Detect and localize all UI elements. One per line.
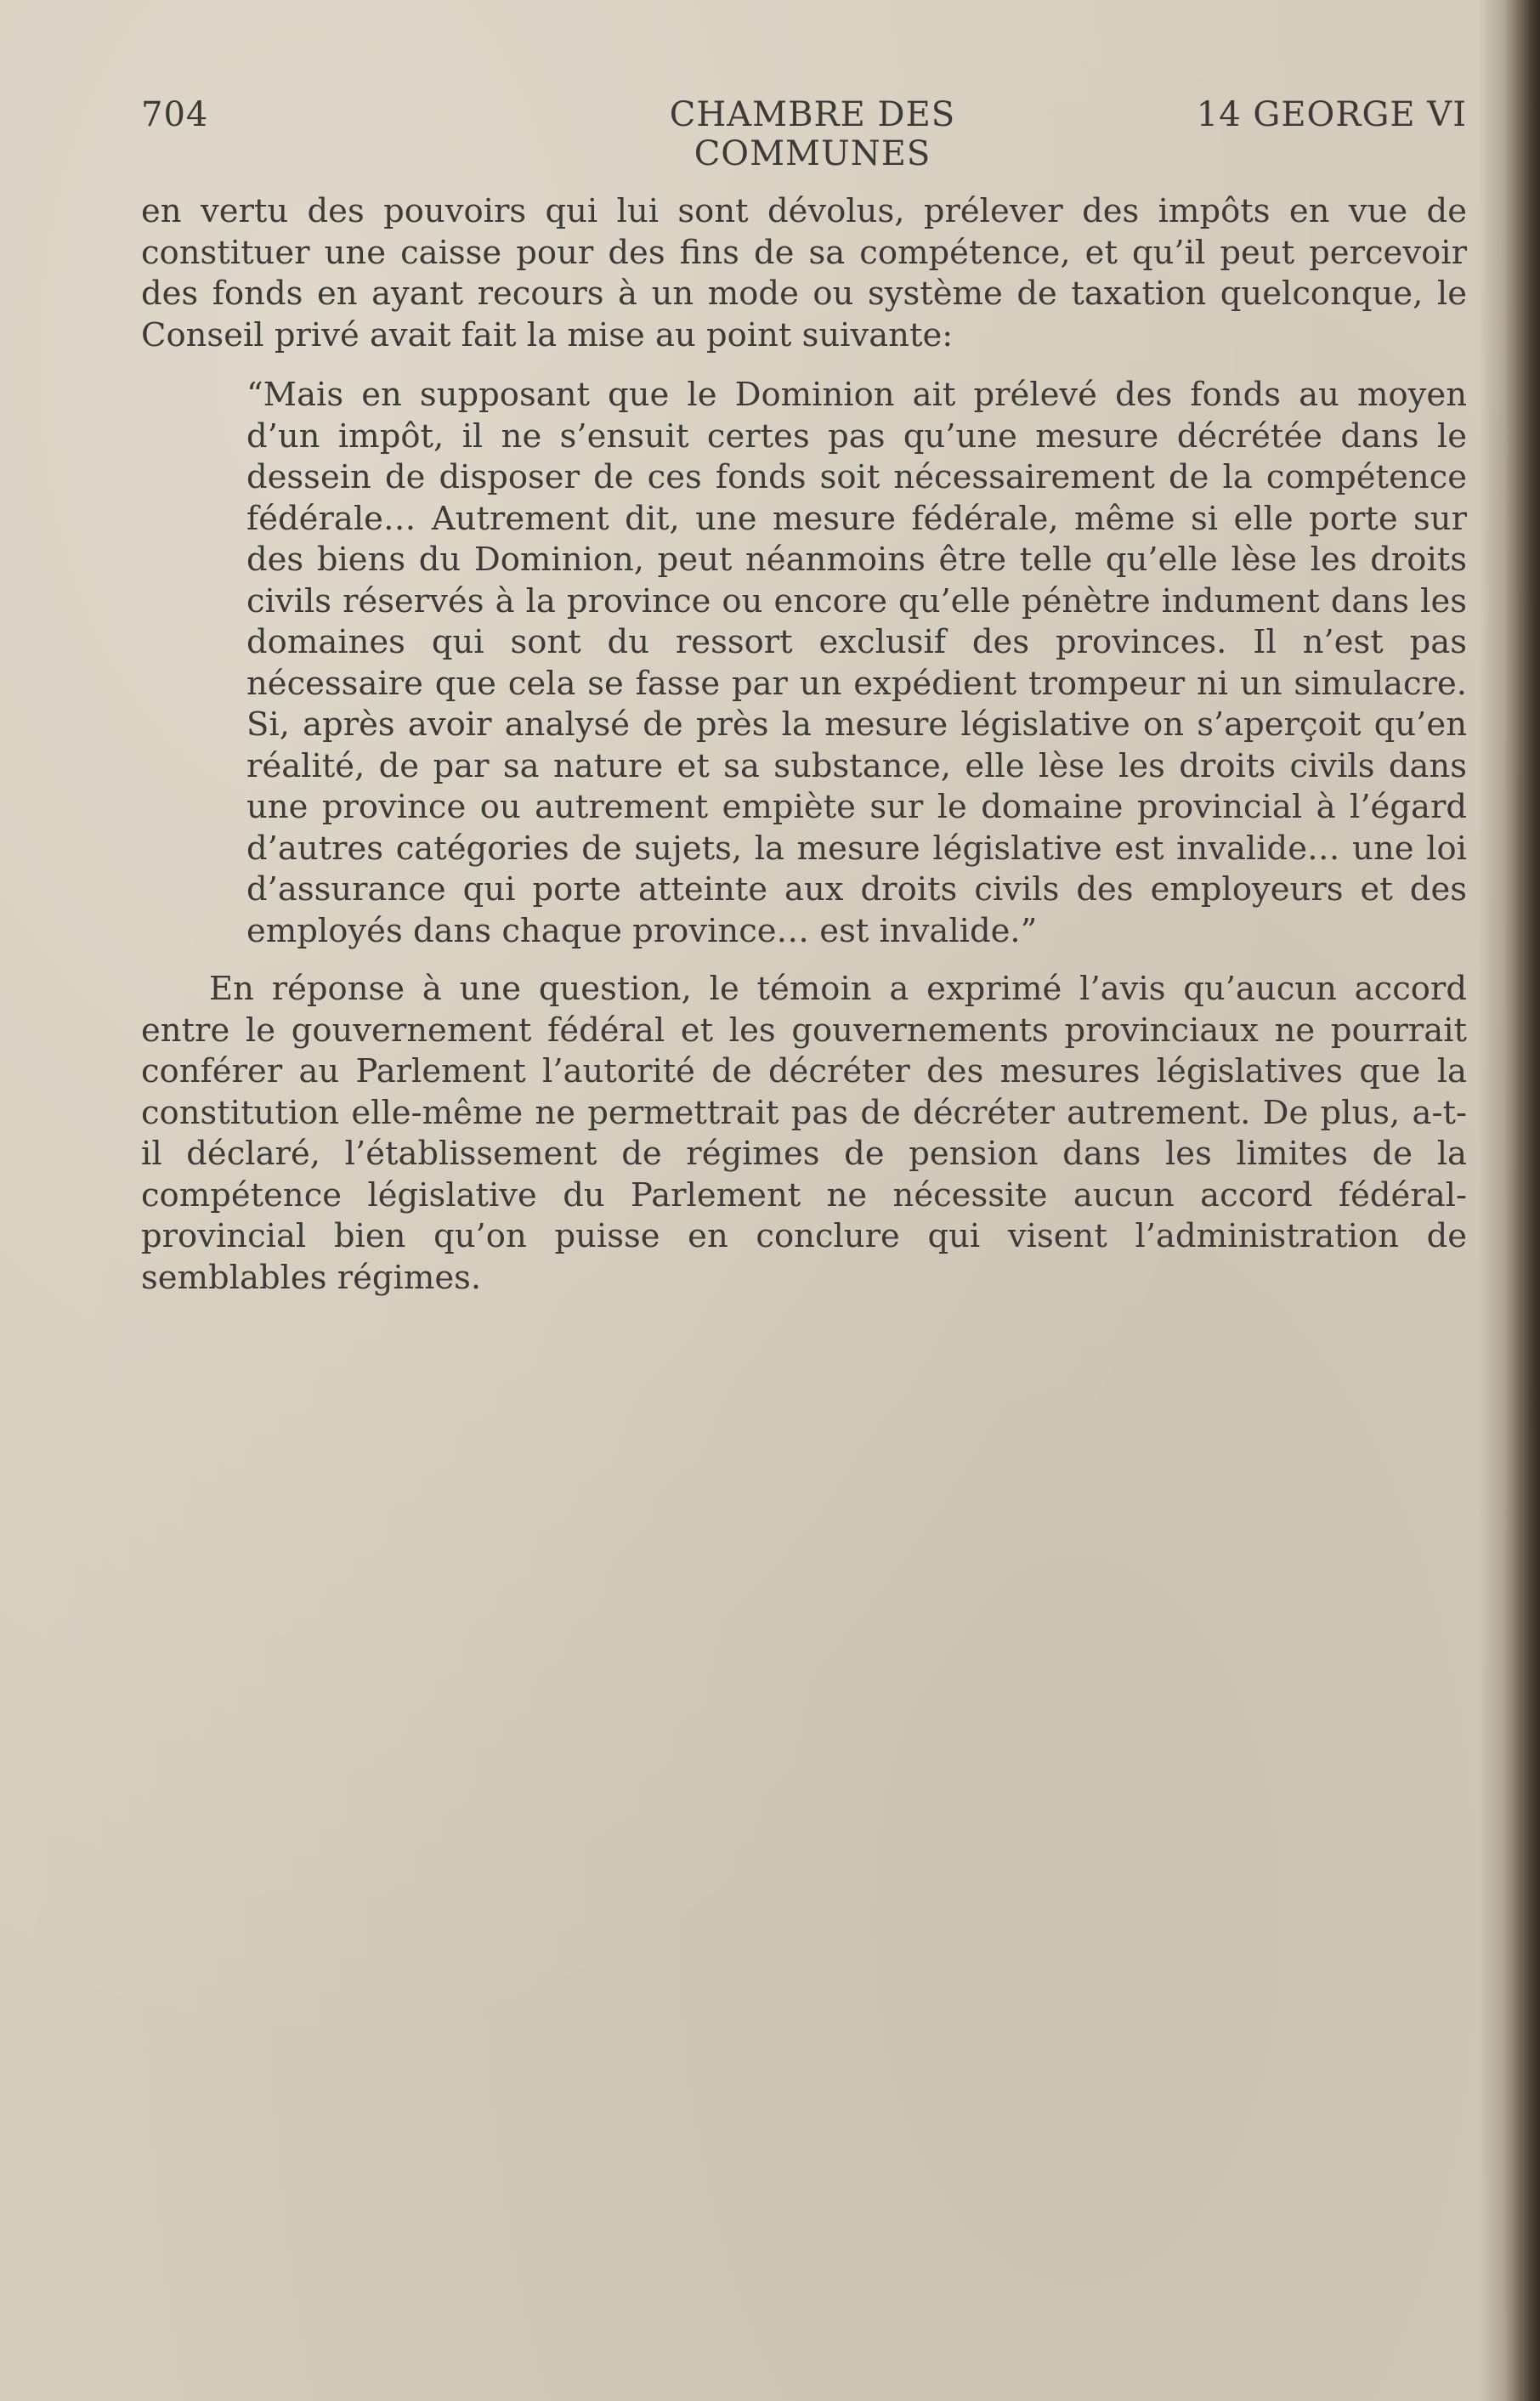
regnal-year: 14 GEORGE VI (1196, 95, 1467, 134)
running-title: CHAMBRE DES COMMUNES (669, 95, 956, 173)
response-paragraph: En réponse à une question, le témoin a exprimé l’avis qu’aucun accord entre le gouvernement fédéral et les gouvernements provinciaux ne pourrait conférer au Parlement l’autorité de décréter des mesures législatives que la constitution elle-même ne permettrait pas de décréter autrement. De plus, a-t-il déclaré, l’établissement de régimes de pension dans les limites de la compétence législative du Parlement ne nécessite aucun accord fédéral-provincial bien qu’on puisse en conclure qui visent l’administration de semblables régimes. (141, 970, 1467, 1297)
intro-paragraph: en vertu des pouvoirs qui lui sont dévolus, prélever des impôts en vue de constituer une caisse pour des fins de sa compétence, et qu’il peut percevoir des fonds en ayant recours à un mode ou système de taxation quelconque, le Conseil privé avait fait la mise au point suivante: (141, 192, 1467, 354)
page-number: 704 (141, 95, 209, 134)
book-gutter-shadow (1504, 0, 1540, 2401)
quotation-paragraph: “Mais en supposant que le Dominion ait prélevé des fonds au moyen d’un impôt, il ne s’ensuit certes pas qu’une mesure décrétée dans le dessein de disposer de ces fonds soit nécessairement de la compétence fédérale… Autrement dit, une mesure fédérale, même si elle porte sur des biens du Dominion, peut néanmoins être telle qu’elle lèse les droits civils réservés à la province ou encore qu’elle pénètre indument dans les domaines qui sont du ressort exclusif des provinces. Il n’est pas nécessaire que cela se fasse par un expédient trompeur ni un simulacre. Si, après avoir analysé de près la mesure législative on s’aperçoit qu’en réalité, de par sa nature et sa substance, elle lèse les droits civils dans une province ou autrement empiète sur le domaine provincial à l’égard d’autres catégories de sujets, la mesure législative est invalide… une loi d’assurance qui porte atteinte aux droits civils des employeurs et des employés dans chaque province… est invalide.” (246, 376, 1467, 950)
page-header (141, 95, 1467, 173)
quotation-block (141, 375, 1467, 952)
body-text (141, 191, 1467, 1299)
